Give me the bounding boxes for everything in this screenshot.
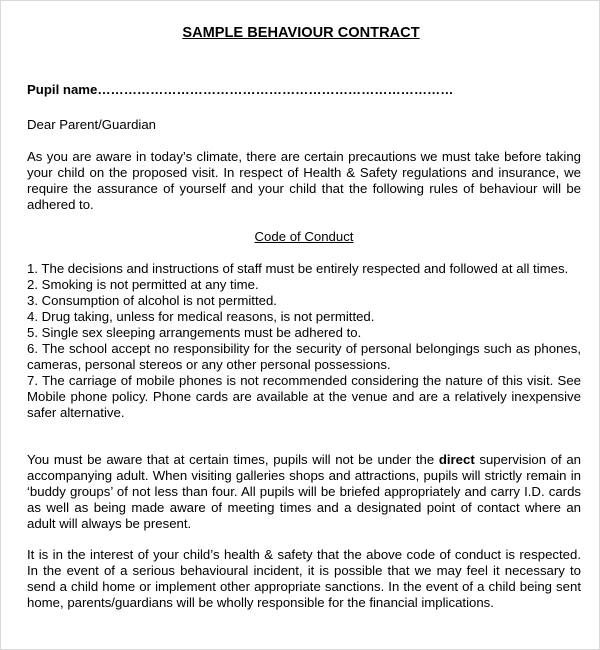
rule-item: 7. The carriage of mobile phones is not recommended considering the nature of this visit. See Mobile phone policy. Phone cards are available at the venue and are a relatively inexpensive safer alternative. [27, 373, 581, 420]
greeting: Dear Parent/Guardian [27, 117, 157, 132]
pupil-name-line: Pupil name……………………………………………………………………… [27, 82, 454, 97]
rules-list [27, 261, 581, 421]
supervision-text-before: You must be aware that at certain times, pupils will not be under the [27, 452, 439, 467]
supervision-text-after: supervision of an accompanying adult. When visiting galleries shops and attractions, pupils will strictly remain in ‘buddy groups’ of not less than four. All pupils will be briefed appropriately and carry I.D. cards as well as being made aware of meeting times and a designated point of contact where an adult will always be present. [27, 452, 581, 531]
rule-item: 3. Consumption of alcohol is not permitted. [27, 293, 277, 308]
closing-paragraph: It is in the interest of your child’s health & safety that the above code of conduct is respected. In the event of a serious behavioural incident, it is possible that we may feel it necessary to send a child home or implement other appropriate sanctions. In the event of a child being sent home, parents/guardians will be wholly responsible for the financial implications. [27, 547, 581, 610]
code-of-conduct-heading: Code of Conduct [254, 229, 354, 244]
rule-item: 4. Drug taking, unless for medical reasons, is not permitted. [27, 309, 375, 324]
rule-item: 1. The decisions and instructions of staff must be entirely respected and followed at all times. [27, 261, 569, 276]
rule-item: 6. The school accept no responsibility for the security of personal belongings such as phones, cameras, personal stereos or any other personal possessions. [27, 341, 581, 372]
document-title: SAMPLE BEHAVIOUR CONTRACT [182, 25, 420, 41]
rule-item: 5. Single sex sleeping arrangements must be adhered to. [27, 325, 362, 340]
rule-item: 2. Smoking is not permitted at any time. [27, 277, 259, 292]
supervision-paragraph [27, 452, 581, 532]
supervision-emphasis: direct [438, 452, 475, 467]
intro-paragraph: As you are aware in today’s climate, there are certain precautions we must take before taking your child on the proposed visit. In respect of Health & Safety regulations and insurance, we require the assurance of yourself and your child that the following rules of behaviour will be adhered to. [27, 149, 581, 212]
